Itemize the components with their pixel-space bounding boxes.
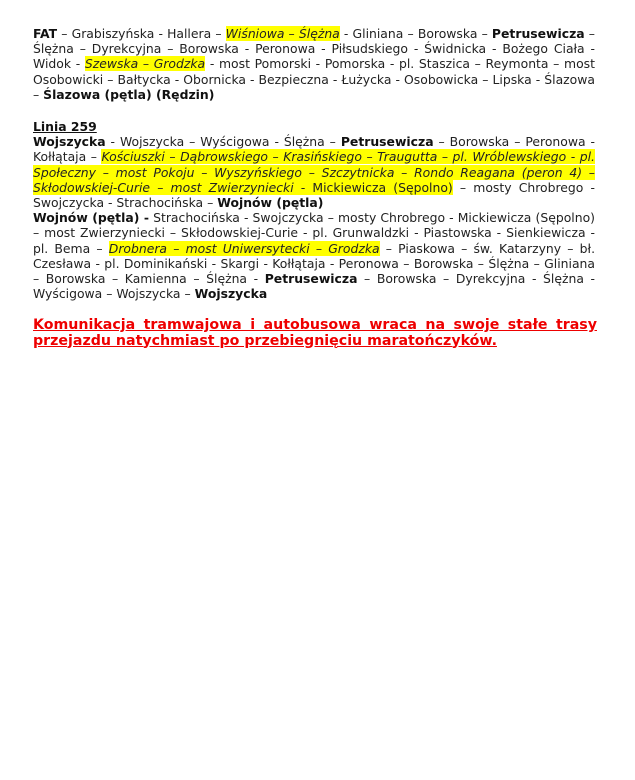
highlighted-segment: Kościuszki – Dąbrowskiego – Krasińskiego – Traugutta – pl. Wróblewskiego - pl. Społeczny – most Pokoju – Wyszyńskiego – Szczytnicka – Rondo Reagana (peron 4) – Skłodowskiej-Curie – most Zwierzyniecki -: [33, 149, 595, 195]
route-259-section: [33, 119, 595, 301]
route-text: - Gliniana – Borowska –: [339, 26, 492, 41]
route-259-title: Linia 259: [33, 119, 97, 134]
notice-text: Komunikacja tramwajowa i autobusowa wraca na swoje stałe trasy przejazdu natychmiast po przebiegnięciu maratończyków.: [33, 317, 597, 349]
route-stop-bold: Petrusewicza: [340, 134, 434, 150]
route-text: - Wojszycka – Wyścigowa - Ślężna –: [105, 134, 341, 150]
route-text: – Borowska – Dyrekcyjna - Ślężna - Wyścigowa – Wojszycka –: [33, 271, 595, 302]
route-259-end: Wojnów (pętla): [217, 195, 324, 211]
route-259-return-start: Wojnów (pętla) -: [33, 210, 149, 226]
route-259-return-end: Wojszycka: [194, 286, 268, 302]
route-259-outbound: [33, 134, 595, 210]
route-text: – Borowska – Peronowa - Kołłątaja –: [33, 134, 595, 165]
highlighted-segment: Szewska – Grodzka: [84, 56, 206, 72]
route-stop-bold: Petrusewicza: [264, 271, 358, 287]
route-text: – Grabiszyńska - Hallera –: [57, 26, 226, 41]
route-259-return: [33, 210, 595, 301]
route-259-start: Wojszycka: [33, 134, 106, 150]
highlighted-segment: Wiśniowa – Ślężna: [225, 26, 340, 41]
route-text: Strachocińska - Swojczycka – mosty Chrobrego - Mickiewicza (Sępolno) – most Zwierzyniecki – Skłodowskiej-Curie - pl. Grunwaldzki - Piastowska - Sienkiewicza - pl. Bema –: [33, 210, 595, 256]
route-fat-end: Ślazowa (pętla) (Rędzin): [43, 86, 215, 102]
route-text: – Ślężna – Dyrekcyjna – Borowska - Peronowa - Piłsudskiego - Świdnicka - Bożego Ciała - Widok -: [33, 26, 595, 72]
highlighted-segment: Drobnera – most Uniwersytecki – Grodzka: [108, 240, 380, 256]
route-fat-start: FAT: [33, 26, 58, 41]
route-text: - most Pomorski - Pomorska - pl. Staszica – Reymonta – most Osobowicki – Bałtycka - Obornicka - Bezpieczna - Łużycka - Osobowicka – Lipska - Ślazowa –: [33, 56, 595, 102]
route-text: – mosty Chrobrego - Swojczycka - Strachocińska –: [33, 179, 595, 211]
route-text: – Piaskowa – św. Katarzyny – bł. Czesława - pl. Dominikański - Skargi - Kołłątaja - Peronowa – Borowska – Ślężna – Gliniana – Borowska – Kamienna – Ślężna -: [33, 240, 596, 287]
route-fat-paragraph: [33, 26, 595, 102]
highlighted-segment: Mickiewicza (Sępolno): [312, 179, 453, 195]
route-stop-bold: Petrusewicza: [491, 26, 585, 41]
